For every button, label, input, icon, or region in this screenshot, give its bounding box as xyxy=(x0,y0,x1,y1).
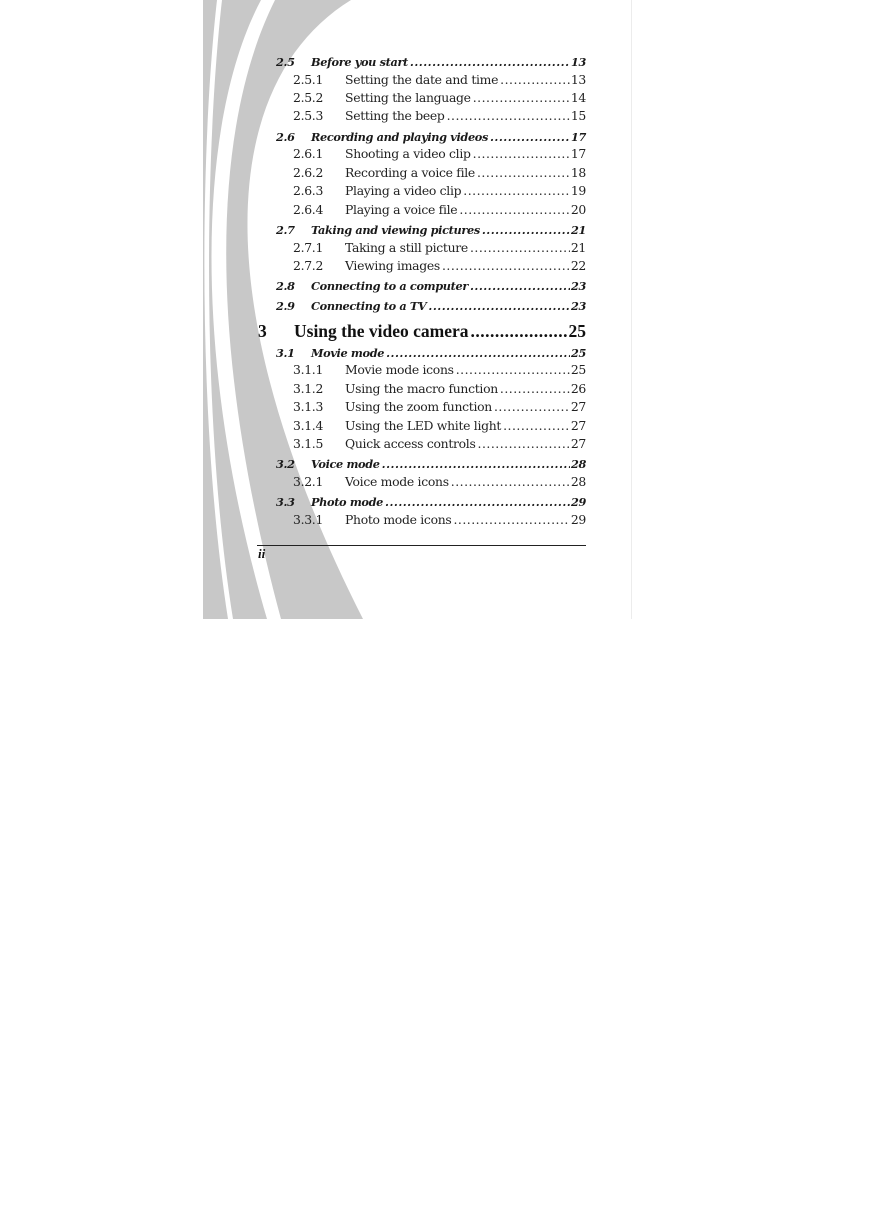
toc-entry-title: Photo mode xyxy=(311,495,384,509)
toc-entry-title: Using the video camera xyxy=(294,321,469,341)
toc-entry-page: 13 xyxy=(570,55,586,69)
toc-entry-title: Quick access controls xyxy=(345,436,476,451)
toc-entry-page: 23 xyxy=(570,279,586,293)
toc-entry[interactable] xyxy=(293,381,586,396)
toc-entry-title: Movie mode icons xyxy=(345,362,454,377)
toc-entry-number: 2.5.1 xyxy=(293,72,324,87)
toc-leader-dots xyxy=(463,183,570,198)
toc-entry[interactable] xyxy=(276,457,586,471)
table-of-contents xyxy=(203,0,632,619)
footer-page-number: ii xyxy=(258,546,266,561)
toc-entry-number: 3.2.1 xyxy=(293,474,324,489)
toc-entry-number: 3.1.2 xyxy=(293,381,324,396)
toc-entry[interactable] xyxy=(293,399,586,414)
toc-entry-page: 13 xyxy=(570,72,586,87)
footer-divider xyxy=(257,545,586,546)
toc-leader-dots xyxy=(478,436,570,451)
toc-leader-dots xyxy=(471,321,568,342)
toc-entry-title: Connecting to a TV xyxy=(311,299,427,313)
toc-entry-title: Using the zoom function xyxy=(345,399,492,414)
toc-entry-number: 2.7 xyxy=(276,223,295,237)
toc-entry-number: 3.1.1 xyxy=(293,362,324,377)
toc-leader-dots xyxy=(473,146,570,161)
toc-entry-page: 17 xyxy=(570,130,586,144)
toc-entry-title: Using the LED white light xyxy=(345,418,502,433)
toc-entry-title: Photo mode icons xyxy=(345,512,452,527)
toc-entry[interactable] xyxy=(276,299,586,313)
toc-leader-dots xyxy=(451,474,570,489)
toc-entry-page: 27 xyxy=(570,418,586,433)
toc-leader-dots xyxy=(503,418,570,433)
toc-entry-page: 27 xyxy=(570,399,586,414)
toc-leader-dots xyxy=(442,258,570,273)
toc-leader-dots xyxy=(500,381,570,396)
toc-entry-number: 3.3 xyxy=(276,495,295,509)
toc-entry[interactable] xyxy=(293,474,586,489)
toc-entry[interactable] xyxy=(293,258,586,273)
toc-entry-title: Shooting a video clip xyxy=(345,146,471,161)
toc-entry-page: 25 xyxy=(570,346,586,360)
toc-entry-title: Setting the beep xyxy=(345,108,445,123)
toc-entry-number: 2.6.1 xyxy=(293,146,324,161)
toc-entry-title: Playing a voice file xyxy=(345,202,458,217)
toc-entry-title: Voice mode icons xyxy=(345,474,449,489)
toc-entry[interactable] xyxy=(276,223,586,237)
toc-entry-page: 25 xyxy=(568,321,586,341)
toc-leader-dots xyxy=(382,457,570,471)
toc-leader-dots xyxy=(482,223,570,237)
toc-entry-title: Recording a voice file xyxy=(345,165,475,180)
toc-entry-title: Taking a still picture xyxy=(345,240,468,255)
toc-entry-page: 25 xyxy=(570,362,586,377)
toc-entry-number: 2.5 xyxy=(276,55,295,69)
toc-leader-dots xyxy=(456,362,570,377)
toc-entry-title: Taking and viewing pictures xyxy=(311,223,480,237)
toc-entry-number: 2.7.2 xyxy=(293,258,324,273)
toc-entry-page: 14 xyxy=(570,90,586,105)
toc-entry-number: 2.5.2 xyxy=(293,90,324,105)
toc-entry[interactable] xyxy=(293,165,586,180)
toc-entry[interactable] xyxy=(276,346,586,360)
document-page xyxy=(203,0,632,619)
toc-entry-number: 2.8 xyxy=(276,279,295,293)
toc-entry-page: 22 xyxy=(570,258,586,273)
toc-entry-page: 23 xyxy=(570,299,586,313)
toc-entry-title: Playing a video clip xyxy=(345,183,462,198)
toc-entry-page: 20 xyxy=(570,202,586,217)
toc-entry[interactable] xyxy=(276,55,586,69)
toc-entry[interactable] xyxy=(293,108,586,123)
toc-entry-title: Using the macro function xyxy=(345,381,498,396)
toc-entry-title: Movie mode xyxy=(311,346,385,360)
toc-entry[interactable] xyxy=(276,279,586,293)
toc-leader-dots xyxy=(494,399,570,414)
toc-entry-page: 15 xyxy=(570,108,586,123)
toc-entry-title: Viewing images xyxy=(345,258,440,273)
toc-chapter-entry[interactable] xyxy=(258,321,586,342)
toc-entry-number: 3.1 xyxy=(276,346,295,360)
toc-leader-dots xyxy=(428,299,570,313)
toc-entry[interactable] xyxy=(293,240,586,255)
toc-entry-number: 2.6.4 xyxy=(293,202,324,217)
toc-entry-title: Recording and playing videos xyxy=(311,130,488,144)
toc-entry-page: 29 xyxy=(570,495,586,509)
toc-entry-number: 2.6 xyxy=(276,130,295,144)
toc-entry-number: 2.7.1 xyxy=(293,240,324,255)
toc-entry[interactable] xyxy=(293,202,586,217)
toc-leader-dots xyxy=(470,279,570,293)
toc-entry-page: 26 xyxy=(570,381,586,396)
toc-entry-page: 28 xyxy=(570,474,586,489)
toc-entry[interactable] xyxy=(293,90,586,105)
toc-entry[interactable] xyxy=(293,436,586,451)
toc-entry-number: 3.1.3 xyxy=(293,399,324,414)
toc-leader-dots xyxy=(477,165,570,180)
toc-entry[interactable] xyxy=(276,495,586,509)
toc-entry-number: 3.2 xyxy=(276,457,295,471)
toc-entry-number: 3.1.4 xyxy=(293,418,324,433)
toc-entry-number: 3.3.1 xyxy=(293,512,324,527)
toc-entry-title: Setting the date and time xyxy=(345,72,499,87)
toc-entry-number: 2.5.3 xyxy=(293,108,324,123)
toc-entry[interactable] xyxy=(293,418,586,433)
toc-entry[interactable] xyxy=(276,130,586,144)
page-right-edge xyxy=(631,0,632,619)
toc-entry-page: 21 xyxy=(570,223,586,237)
toc-leader-dots xyxy=(500,72,570,87)
toc-entry-title: Before you start xyxy=(311,55,408,69)
toc-entry-page: 29 xyxy=(570,512,586,527)
toc-entry-page: 27 xyxy=(570,436,586,451)
toc-entry-number: 3 xyxy=(258,321,267,341)
toc-entry-number: 2.6.3 xyxy=(293,183,324,198)
toc-leader-dots xyxy=(490,130,570,144)
toc-entry[interactable] xyxy=(293,512,586,527)
toc-entry-number: 2.9 xyxy=(276,299,295,313)
toc-entry-page: 18 xyxy=(570,165,586,180)
toc-entry-page: 21 xyxy=(570,240,586,255)
toc-leader-dots xyxy=(410,55,570,69)
toc-entry-number: 2.6.2 xyxy=(293,165,324,180)
toc-entry[interactable] xyxy=(293,183,586,198)
toc-leader-dots xyxy=(470,240,570,255)
toc-entry[interactable] xyxy=(293,72,586,87)
toc-entry-page: 28 xyxy=(570,457,586,471)
toc-entry-number: 3.1.5 xyxy=(293,436,324,451)
toc-leader-dots xyxy=(386,346,570,360)
toc-entry-title: Connecting to a computer xyxy=(311,279,468,293)
toc-entry[interactable] xyxy=(293,146,586,161)
toc-leader-dots xyxy=(385,495,570,509)
toc-entry-title: Setting the language xyxy=(345,90,471,105)
toc-entry-page: 17 xyxy=(570,146,586,161)
toc-entry[interactable] xyxy=(293,362,586,377)
toc-leader-dots xyxy=(473,90,570,105)
toc-entry-page: 19 xyxy=(570,183,586,198)
toc-leader-dots xyxy=(459,202,570,217)
toc-leader-dots xyxy=(453,512,569,527)
toc-entry-title: Voice mode xyxy=(311,457,380,471)
toc-leader-dots xyxy=(447,108,570,123)
